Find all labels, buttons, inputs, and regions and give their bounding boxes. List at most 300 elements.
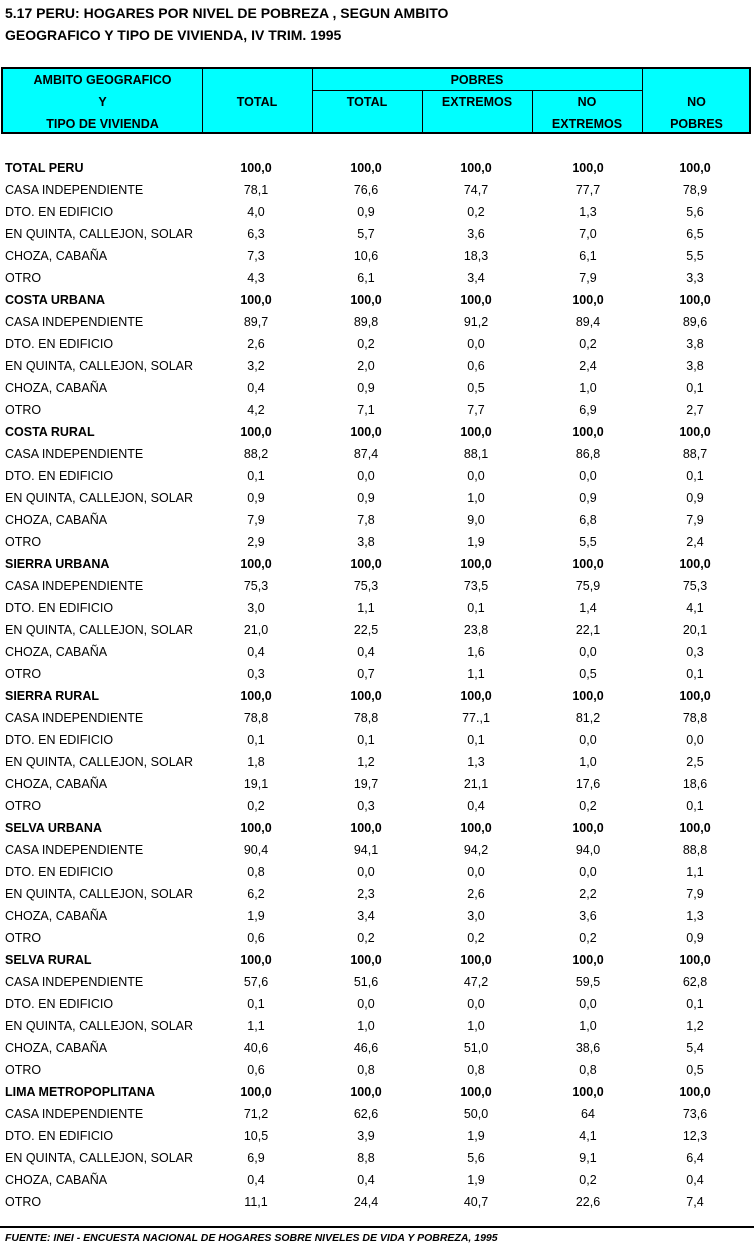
cell-value: 2,9 <box>247 535 265 549</box>
table-title <box>5 2 448 46</box>
cell-value: 0,3 <box>247 667 265 681</box>
header-ambito: AMBITO GEOGRAFICO Y TIPO DE VIVIENDA <box>33 73 172 131</box>
cell-value: 75,3 <box>682 579 708 593</box>
group-row <box>0 817 754 839</box>
row-label: CHOZA, CABAÑA <box>5 909 108 923</box>
cell-value: 46,6 <box>353 1041 379 1055</box>
row-label: OTRO <box>5 667 42 681</box>
cell-value: 47,2 <box>463 975 489 989</box>
cell-value: 22,5 <box>353 623 379 637</box>
row-label: CASA INDEPENDIENTE <box>5 315 144 329</box>
cell-value: 21,1 <box>463 777 489 791</box>
cell-value: 89,6 <box>682 315 708 329</box>
cell-value: 0,8 <box>467 1063 485 1077</box>
cell-value: 0,1 <box>357 733 375 747</box>
cell-value: 100,0 <box>350 821 382 835</box>
row-label: OTRO <box>5 1195 42 1209</box>
table-row <box>0 311 754 333</box>
cell-value: 9,1 <box>579 1151 597 1165</box>
cell-value: 78,8 <box>243 711 269 725</box>
row-label: CASA INDEPENDIENTE <box>5 447 144 461</box>
cell-value: 0,9 <box>247 491 265 505</box>
cell-value: 0,2 <box>357 931 375 945</box>
group-row <box>0 685 754 707</box>
cell-value: 5,4 <box>686 1041 704 1055</box>
row-label: CASA INDEPENDIENTE <box>5 711 144 725</box>
table-row <box>0 707 754 729</box>
table-row <box>0 399 754 421</box>
row-label: EN QUINTA, CALLEJON, SOLAR <box>5 623 194 637</box>
cell-value: 100,0 <box>460 1085 492 1099</box>
cell-value: 71,2 <box>243 1107 269 1121</box>
row-label: EN QUINTA, CALLEJON, SOLAR <box>5 755 194 769</box>
header-no-extremos: NO EXTREMOS <box>551 95 623 131</box>
cell-value: 10,5 <box>243 1129 269 1143</box>
row-label: OTRO <box>5 931 42 945</box>
cell-value: 91,2 <box>463 315 489 329</box>
cell-value: 5,5 <box>686 249 704 263</box>
header-extremos: EXTREMOS <box>441 95 513 109</box>
cell-value: 0,0 <box>579 733 597 747</box>
cell-value: 0,2 <box>579 931 597 945</box>
cell-value: 51,0 <box>463 1041 489 1055</box>
table-row <box>0 1191 754 1213</box>
table-row <box>0 223 754 245</box>
cell-value: 74,7 <box>463 183 489 197</box>
cell-value: 0,0 <box>467 337 485 351</box>
cell-value: 17,6 <box>575 777 601 791</box>
table-row <box>0 465 754 487</box>
table-row <box>0 1125 754 1147</box>
row-label: EN QUINTA, CALLEJON, SOLAR <box>5 887 194 901</box>
cell-value: 0,9 <box>686 931 704 945</box>
cell-value: 0,4 <box>357 1173 375 1187</box>
cell-value: 3,0 <box>467 909 485 923</box>
cell-value: 0,0 <box>357 997 375 1011</box>
row-label: OTRO <box>5 1063 42 1077</box>
group-label: SELVA RURAL <box>5 953 92 967</box>
cell-value: 0,9 <box>357 491 375 505</box>
table-row <box>0 245 754 267</box>
cell-value: 0,1 <box>686 997 704 1011</box>
cell-value: 3,3 <box>686 271 704 285</box>
cell-value: 100,0 <box>350 425 382 439</box>
cell-value: 3,9 <box>357 1129 375 1143</box>
cell-value: 1,9 <box>467 1173 485 1187</box>
header-pobres: POBRES <box>450 73 504 87</box>
row-label: DTO. EN EDIFICIO <box>5 1129 114 1143</box>
cell-value: 100,0 <box>350 953 382 967</box>
table-row <box>0 1103 754 1125</box>
cell-value: 6,8 <box>579 513 597 527</box>
cell-value: 10,6 <box>353 249 379 263</box>
header-no-pobres: NO POBRES <box>670 95 723 131</box>
group-label: SIERRA RURAL <box>5 689 99 703</box>
table-row <box>0 641 754 663</box>
cell-value: 87,4 <box>353 447 379 461</box>
cell-value: 57,6 <box>243 975 269 989</box>
cell-value: 100,0 <box>240 161 272 175</box>
cell-value: 51,6 <box>353 975 379 989</box>
table-body <box>0 157 754 1213</box>
cell-value: 100,0 <box>350 1085 382 1099</box>
row-label: CASA INDEPENDIENTE <box>5 975 144 989</box>
table-row <box>0 1147 754 1169</box>
cell-value: 6,1 <box>579 249 597 263</box>
cell-value: 9,0 <box>467 513 485 527</box>
cell-value: 1,6 <box>467 645 485 659</box>
cell-value: 76,6 <box>353 183 379 197</box>
cell-value: 94,1 <box>353 843 379 857</box>
cell-value: 7,7 <box>467 403 485 417</box>
cell-value: 0,1 <box>247 733 265 747</box>
cell-value: 3,6 <box>579 909 597 923</box>
cell-value: 1,0 <box>579 381 597 395</box>
cell-value: 0,1 <box>686 799 704 813</box>
cell-value: 0,2 <box>579 799 597 813</box>
table-row <box>0 509 754 531</box>
cell-value: 59,5 <box>575 975 601 989</box>
table-row <box>0 333 754 355</box>
cell-value: 4,1 <box>579 1129 597 1143</box>
cell-value: 2,4 <box>579 359 597 373</box>
cell-value: 6,9 <box>247 1151 265 1165</box>
cell-value: 3,4 <box>467 271 485 285</box>
cell-value: 3,8 <box>357 535 375 549</box>
cell-value: 100,0 <box>240 293 272 307</box>
cell-value: 62,8 <box>682 975 708 989</box>
group-row <box>0 421 754 443</box>
group-label: COSTA RURAL <box>5 425 95 439</box>
table-row <box>0 751 754 773</box>
table-row <box>0 355 754 377</box>
cell-value: 1,3 <box>579 205 597 219</box>
cell-value: 75,9 <box>575 579 601 593</box>
cell-value: 100,0 <box>679 689 711 703</box>
cell-value: 100,0 <box>240 821 272 835</box>
cell-value: 1,0 <box>467 1019 485 1033</box>
table-row <box>0 487 754 509</box>
cell-value: 89,4 <box>575 315 601 329</box>
group-row <box>0 157 754 179</box>
row-label: OTRO <box>5 799 42 813</box>
cell-value: 0,1 <box>686 667 704 681</box>
cell-value: 0,2 <box>579 337 597 351</box>
table-header <box>1 67 751 134</box>
table-row <box>0 795 754 817</box>
row-label: DTO. EN EDIFICIO <box>5 733 114 747</box>
row-label: CHOZA, CABAÑA <box>5 777 108 791</box>
cell-value: 18,3 <box>463 249 489 263</box>
cell-value: 100,0 <box>679 821 711 835</box>
cell-value: 21,0 <box>243 623 269 637</box>
cell-value: 7,9 <box>247 513 265 527</box>
row-label: CHOZA, CABAÑA <box>5 1173 108 1187</box>
cell-value: 7,9 <box>579 271 597 285</box>
cell-value: 1,9 <box>467 1129 485 1143</box>
cell-value: 8,8 <box>357 1151 375 1165</box>
cell-value: 77.,1 <box>462 711 490 725</box>
cell-value: 0,1 <box>467 733 485 747</box>
cell-value: 2,7 <box>686 403 704 417</box>
cell-value: 88,7 <box>682 447 708 461</box>
cell-value: 94,2 <box>463 843 489 857</box>
cell-value: 3,4 <box>357 909 375 923</box>
row-label: DTO. EN EDIFICIO <box>5 601 114 615</box>
table-row <box>0 443 754 465</box>
row-label: CHOZA, CABAÑA <box>5 513 108 527</box>
row-label: CASA INDEPENDIENTE <box>5 843 144 857</box>
table-row <box>0 619 754 641</box>
cell-value: 100,0 <box>460 161 492 175</box>
cell-value: 2,6 <box>467 887 485 901</box>
cell-value: 0,0 <box>579 865 597 879</box>
cell-value: 77,7 <box>575 183 601 197</box>
table-row <box>0 773 754 795</box>
table-row <box>0 201 754 223</box>
row-label: CASA INDEPENDIENTE <box>5 579 144 593</box>
table-row <box>0 377 754 399</box>
group-label: SELVA URBANA <box>5 821 102 835</box>
row-label: DTO. EN EDIFICIO <box>5 337 114 351</box>
row-label: EN QUINTA, CALLEJON, SOLAR <box>5 227 194 241</box>
cell-value: 2,5 <box>686 755 704 769</box>
cell-value: 86,8 <box>575 447 601 461</box>
cell-value: 1,0 <box>579 755 597 769</box>
cell-value: 6,5 <box>686 227 704 241</box>
cell-value: 88,2 <box>243 447 269 461</box>
cell-value: 6,9 <box>579 403 597 417</box>
cell-value: 0,5 <box>467 381 485 395</box>
cell-value: 2,2 <box>579 887 597 901</box>
cell-value: 1,3 <box>686 909 704 923</box>
row-label: OTRO <box>5 271 42 285</box>
cell-value: 0,0 <box>467 997 485 1011</box>
cell-value: 100,0 <box>240 689 272 703</box>
table-row <box>0 575 754 597</box>
row-label: EN QUINTA, CALLEJON, SOLAR <box>5 359 194 373</box>
cell-value: 73,6 <box>682 1107 708 1121</box>
cell-value: 100,0 <box>572 1085 604 1099</box>
cell-value: 0,2 <box>579 1173 597 1187</box>
table-row <box>0 1169 754 1191</box>
cell-value: 0,9 <box>357 205 375 219</box>
cell-value: 100,0 <box>679 293 711 307</box>
cell-value: 1,0 <box>467 491 485 505</box>
cell-value: 0,3 <box>357 799 375 813</box>
cell-value: 5,5 <box>579 535 597 549</box>
cell-value: 100,0 <box>572 161 604 175</box>
group-row <box>0 289 754 311</box>
cell-value: 0,0 <box>467 469 485 483</box>
footer-rule <box>0 1226 754 1228</box>
cell-value: 0,2 <box>467 931 485 945</box>
table-row <box>0 1037 754 1059</box>
cell-value: 1,1 <box>357 601 375 615</box>
group-label: COSTA URBANA <box>5 293 105 307</box>
group-label: SIERRA URBANA <box>5 557 110 571</box>
cell-value: 4,3 <box>247 271 265 285</box>
table-row <box>0 883 754 905</box>
cell-value: 90,4 <box>243 843 269 857</box>
cell-value: 0,0 <box>579 645 597 659</box>
cell-value: 100,0 <box>240 1085 272 1099</box>
cell-value: 75,3 <box>353 579 379 593</box>
cell-value: 0,8 <box>247 865 265 879</box>
cell-value: 78,8 <box>353 711 379 725</box>
row-label: CASA INDEPENDIENTE <box>5 183 144 197</box>
cell-value: 7,0 <box>579 227 597 241</box>
cell-value: 0,0 <box>357 469 375 483</box>
cell-value: 3,0 <box>247 601 265 615</box>
cell-value: 4,2 <box>247 403 265 417</box>
cell-value: 1,2 <box>686 1019 704 1033</box>
cell-value: 0,8 <box>357 1063 375 1077</box>
cell-value: 100,0 <box>572 689 604 703</box>
cell-value: 4,0 <box>247 205 265 219</box>
row-label: DTO. EN EDIFICIO <box>5 205 114 219</box>
cell-value: 100,0 <box>350 557 382 571</box>
cell-value: 0,8 <box>579 1063 597 1077</box>
row-label: CHOZA, CABAÑA <box>5 381 108 395</box>
cell-value: 1,8 <box>247 755 265 769</box>
cell-value: 100,0 <box>679 953 711 967</box>
cell-value: 100,0 <box>350 689 382 703</box>
cell-value: 94,0 <box>575 843 601 857</box>
group-row <box>0 1081 754 1103</box>
cell-value: 1,3 <box>467 755 485 769</box>
row-label: CASA INDEPENDIENTE <box>5 1107 144 1121</box>
group-row <box>0 949 754 971</box>
cell-value: 11,1 <box>244 1195 268 1209</box>
cell-value: 75,3 <box>243 579 269 593</box>
cell-value: 0,4 <box>467 799 485 813</box>
cell-value: 19,1 <box>243 777 269 791</box>
cell-value: 1,0 <box>579 1019 597 1033</box>
cell-value: 100,0 <box>572 821 604 835</box>
cell-value: 0,1 <box>467 601 485 615</box>
cell-value: 88,1 <box>463 447 489 461</box>
cell-value: 62,6 <box>353 1107 379 1121</box>
cell-value: 0,9 <box>579 491 597 505</box>
group-row <box>0 553 754 575</box>
cell-value: 5,6 <box>467 1151 485 1165</box>
cell-value: 40,7 <box>463 1195 489 1209</box>
cell-value: 23,8 <box>463 623 489 637</box>
cell-value: 0,2 <box>247 799 265 813</box>
cell-value: 100,0 <box>240 953 272 967</box>
cell-value: 0,2 <box>467 205 485 219</box>
cell-value: 100,0 <box>572 953 604 967</box>
cell-value: 19,7 <box>353 777 379 791</box>
table-row <box>0 1015 754 1037</box>
table-row <box>0 927 754 949</box>
cell-value: 100,0 <box>240 425 272 439</box>
row-label: EN QUINTA, CALLEJON, SOLAR <box>5 1019 194 1033</box>
cell-value: 24,4 <box>353 1195 379 1209</box>
table-row <box>0 729 754 751</box>
cell-value: 100,0 <box>240 557 272 571</box>
cell-value: 73,5 <box>463 579 489 593</box>
cell-value: 1,1 <box>247 1019 265 1033</box>
cell-value: 12,3 <box>682 1129 708 1143</box>
cell-value: 0,7 <box>357 667 375 681</box>
cell-value: 100,0 <box>460 425 492 439</box>
row-label: CHOZA, CABAÑA <box>5 249 108 263</box>
cell-value: 0,0 <box>686 733 704 747</box>
cell-value: 0,0 <box>357 865 375 879</box>
table-row <box>0 839 754 861</box>
row-label: DTO. EN EDIFICIO <box>5 997 114 1011</box>
cell-value: 0,3 <box>686 645 704 659</box>
cell-value: 7,3 <box>247 249 265 263</box>
cell-value: 100,0 <box>679 161 711 175</box>
cell-value: 0,5 <box>579 667 597 681</box>
table-row <box>0 267 754 289</box>
cell-value: 1,4 <box>579 601 597 615</box>
cell-value: 50,0 <box>463 1107 489 1121</box>
cell-value: 1,2 <box>357 755 375 769</box>
cell-value: 0,4 <box>686 1173 704 1187</box>
row-label: OTRO <box>5 403 42 417</box>
cell-value: 4,1 <box>686 601 704 615</box>
cell-value: 6,1 <box>357 271 375 285</box>
cell-value: 0,4 <box>247 645 265 659</box>
row-label: CHOZA, CABAÑA <box>5 645 108 659</box>
cell-value: 7,1 <box>357 403 375 417</box>
cell-value: 0,9 <box>357 381 375 395</box>
cell-value: 100,0 <box>460 293 492 307</box>
table-row <box>0 905 754 927</box>
cell-value: 0,1 <box>247 469 265 483</box>
header-total: TOTAL <box>236 95 278 109</box>
cell-value: 1,1 <box>686 865 704 879</box>
cell-value: 0,1 <box>247 997 265 1011</box>
cell-value: 81,2 <box>575 711 601 725</box>
cell-value: 3,2 <box>247 359 265 373</box>
cell-value: 0,2 <box>357 337 375 351</box>
cell-value: 89,8 <box>353 315 379 329</box>
cell-value: 1,9 <box>467 535 485 549</box>
cell-value: 7,9 <box>686 513 704 527</box>
table-row <box>0 993 754 1015</box>
cell-value: 0,6 <box>467 359 485 373</box>
table-row <box>0 597 754 619</box>
cell-value: 0,4 <box>247 381 265 395</box>
cell-value: 100,0 <box>572 557 604 571</box>
cell-value: 0,4 <box>357 645 375 659</box>
cell-value: 3,8 <box>686 359 704 373</box>
cell-value: 6,2 <box>247 887 265 901</box>
cell-value: 22,6 <box>575 1195 601 1209</box>
header-pobres-total: TOTAL <box>346 95 388 109</box>
cell-value: 7,4 <box>686 1195 704 1209</box>
cell-value: 3,8 <box>686 337 704 351</box>
cell-value: 1,0 <box>357 1019 375 1033</box>
cell-value: 64 <box>581 1107 595 1121</box>
group-label: LIMA METROPOPLITANA <box>5 1085 155 1099</box>
table-row <box>0 531 754 553</box>
cell-value: 100,0 <box>460 557 492 571</box>
cell-value: 40,6 <box>243 1041 269 1055</box>
cell-value: 18,6 <box>682 777 708 791</box>
cell-value: 100,0 <box>350 293 382 307</box>
cell-value: 100,0 <box>572 425 604 439</box>
cell-value: 2,3 <box>357 887 375 901</box>
cell-value: 7,8 <box>357 513 375 527</box>
cell-value: 0,6 <box>247 931 265 945</box>
cell-value: 0,0 <box>467 865 485 879</box>
